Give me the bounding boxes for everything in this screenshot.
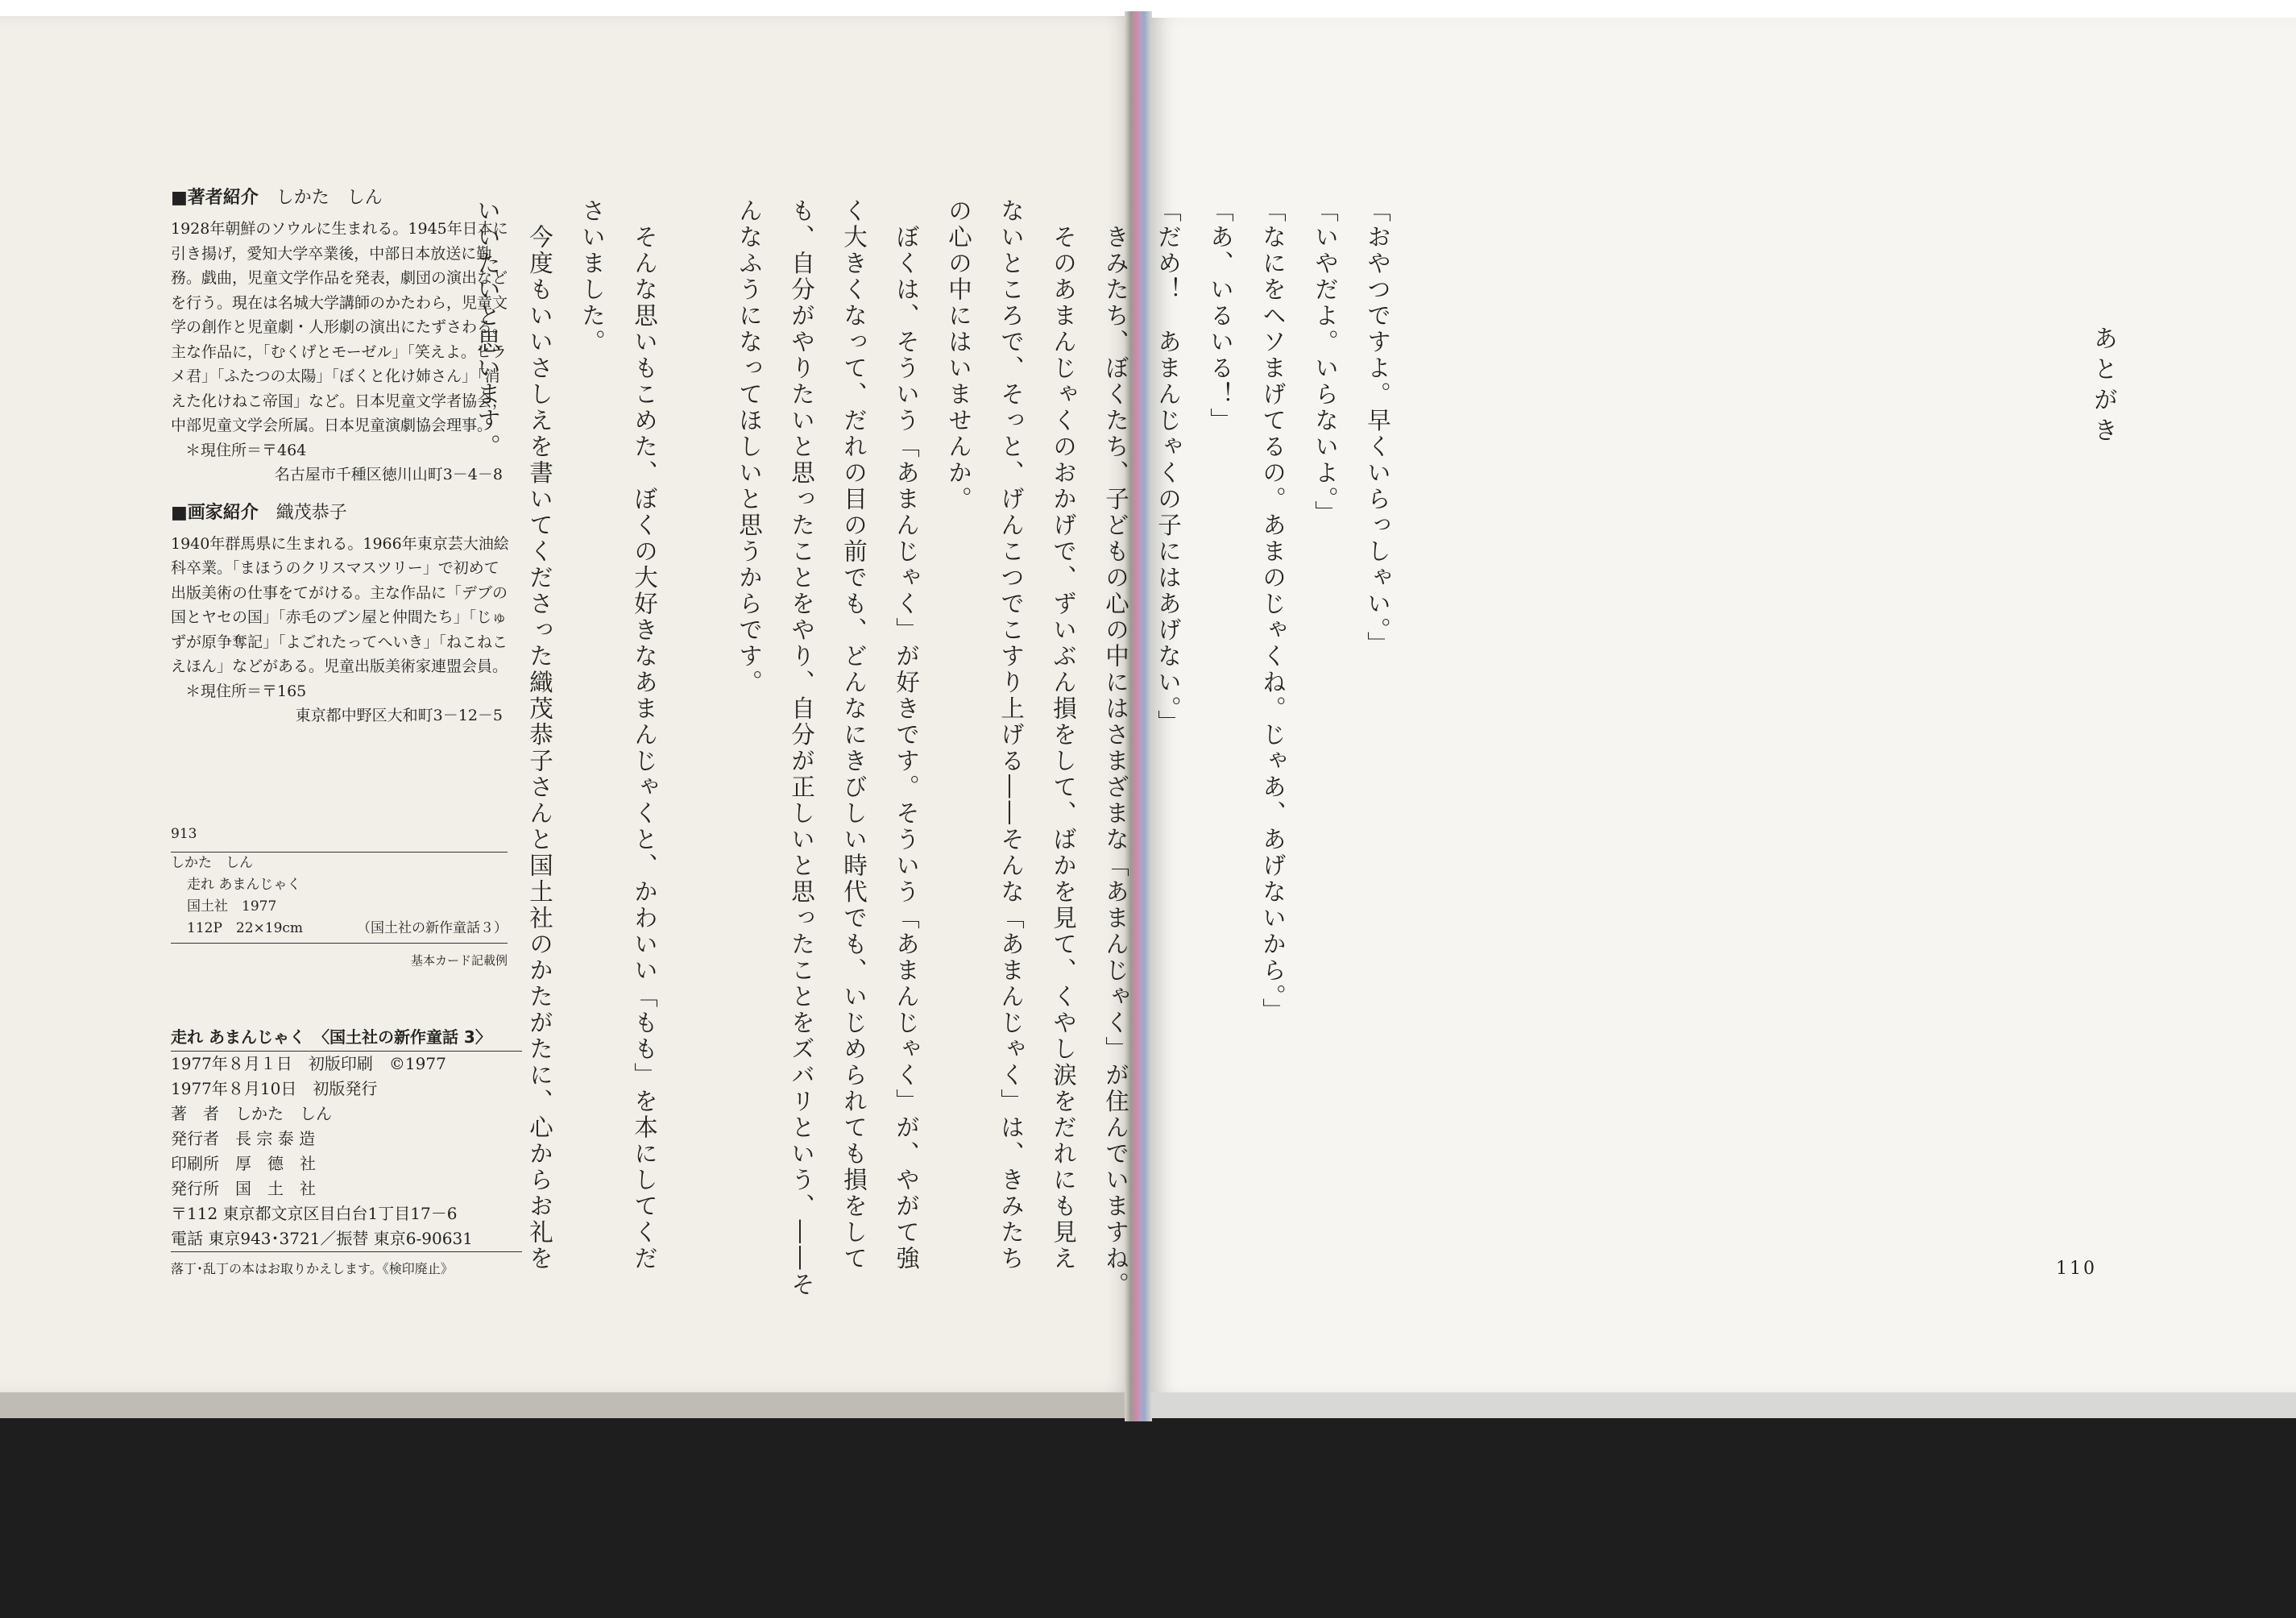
catalog-rule-bottom [171,943,508,944]
colophon-footer: 落丁･乱丁の本はお取りかえします。《検印廃止》 [171,1261,454,1276]
catalog-card [171,826,508,969]
catalog-format: 112P 22×19cm [187,920,304,936]
colophon-row: 1977年８月10日 初版発行 [171,1079,378,1098]
catalog-author: しかた しん [171,855,253,871]
illustrator-section [171,499,509,728]
scanner-background [0,1418,2296,1618]
illustrator-address: 東京都中野区大和町3－12－5 [295,707,503,724]
catalog-number: 913 [171,826,197,842]
catalog-publisher-year: 国土社 1977 [187,898,277,915]
illustrator-heading: ■画家紹介 [171,502,259,523]
colophon-title: 走れ あまんじゃく 〈国土社の新作童話 3〉 [171,1027,491,1047]
colophon-row: 著 者 しかた しん [171,1104,332,1123]
author-address-label: ＊現住所＝〒464 [185,441,307,459]
credits-column [171,184,509,728]
author-section [171,184,509,487]
illustrator-bio: 1940年群馬県に生まれる。1966年東京芸大油絵科卒業。「まほうのクリスマスツリー」で初めて出版美術の仕事をてがける。主な作品に「デブの国とヤセの国」「赤毛のブン屋と仲間たち」「じゅずが原争奪記」「よごれたってへいき」「ねこねこえほん」などがある。児童出版美術家連盟会員。 [171,534,509,675]
colophon-row: 印刷所 厚 德 社 [171,1154,316,1173]
colophon-row: 発行所 国 土 社 [171,1179,316,1198]
author-heading: ■著者紹介 [171,188,259,208]
illustrator-name: 織茂恭子 [276,502,347,523]
colophon-row: 電話 東京943･3721／振替 東京6-90631 [171,1229,473,1248]
catalog-title: 走れ あまんじゃく [187,877,301,893]
catalog-note: 基本カード記載例 [410,953,508,968]
illustrator-address-label: ＊現住所＝〒165 [185,682,307,700]
colophon-row: 1977年８月１日 初版印刷 ©1977 [171,1054,446,1073]
catalog-series: （国土社の新作童話３） [357,920,508,936]
author-bio: 1928年朝鮮のソウルに生まれる。1945年日本に引き揚げ，愛知大学卒業後，中部日本放送に勤務。戯曲，児童文学作品を発表，劇団の演出などを行う。現在は名城大学講師のかたわら，児童文学の創作と児童劇・人形劇の演出にたずさわる。主な作品に，「むくげとモーゼル」「笑えよ。ヒラメ君」「ふたつの太陽」「ぼくと化け姉さん」「消えた化けねこ帝国」など。日本児童文学者協会，中部児童文学会所属。日本児童演劇協会理事。 [171,220,508,434]
author-address: 名古屋市千種区徳川山町3－4－8 [274,466,503,483]
afterword-title: あとがき [2089,326,2117,448]
colophon-row: 発行者 長 宗 泰 造 [171,1129,316,1148]
page-number: 110 [2056,1259,2097,1279]
colophon-row: 〒112 東京都文京区目白台1丁目17－6 [171,1204,458,1223]
afterword-body: 「おやつですよ。早くいらっしゃい。」 「いやだよ。いらないよ。」 「なにをヘソまげてるの。あまのじゃくね。じゃあ、あげないから。」 「あ、いるいる！」 「だめ！ あまんじゃくの子にはあげない。」 きみたち、ぼくたち、子どもの心の中にはさまざまな「あまんじゃく」が住んでいますね。 そのあまんじゃくのおかげで、ずいぶん損をして、ばかを見て、くやし涙をだれにも見え ないところで、そっと、げんこつでこすり上げる――そんな「あまんじゃく」は、きみたち の心の中にはいませんか。 ぼくは、そういう「あまんじゃく」が好きです。そういう「あまんじゃく」が、やがて強 く大きくなって、だれの目の前でも、どんなにきびしい時代でも、いじめられても損をして も、自分がやりたいと思ったことをやり、自分が正しいと思ったことをズバリという、――そ んなふうになってほしいと思うからです。 そんな思いもこめた、ぼくの大好きなあまんじゃくと、かわいい「もも」を本にしてくだ さいました。 今度もいいさしえを書いてくださった織茂恭子さんと国土社のかたがたに、心からお礼を いいたいと思います。 [474,198,1391,1298]
author-name: しかた しん [276,188,383,208]
